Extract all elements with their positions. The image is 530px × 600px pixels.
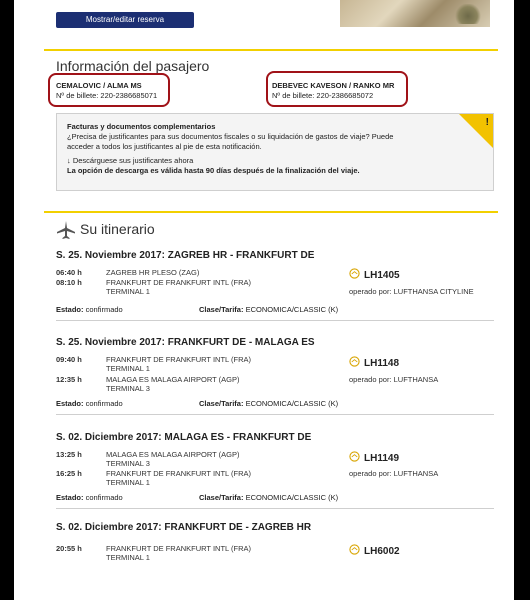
departure-terminal: TERMINAL 1 <box>106 364 150 373</box>
flight-number: LH6002 <box>364 546 400 557</box>
departure-time: 20:55 h <box>56 544 82 553</box>
segment-date-route: S. 25. Noviembre 2017: ZAGREB HR - FRANKFURT DE <box>56 250 315 261</box>
notice-title: Facturas y documentos complementarios <box>67 122 216 131</box>
departure-time: 09:40 h <box>56 355 82 364</box>
departure-place: FRANKFURT DE FRANKFURT INTL (FRA) <box>106 544 252 553</box>
operated-by: operado por: LUFTHANSA <box>349 469 439 478</box>
passenger-name: CEMALOVIC / ALMA MS <box>56 81 142 90</box>
notice-body: ¿Precisa de justificantes para sus documentos fiscales o su liquidación de gastos de viaje? Puede <box>67 132 394 141</box>
section-divider <box>44 211 498 213</box>
arrival-time: 08:10 h <box>56 278 82 287</box>
passenger-info-title: Información del pasajero <box>56 58 210 74</box>
notice-body: acceder a todos los justificantes al pie de esta notificación. <box>67 142 262 151</box>
flight-number: LH1148 <box>364 358 400 369</box>
departure-time: 13:25 h <box>56 450 82 459</box>
ticket-number: Nº de billete: 220-2386685072 <box>272 91 374 100</box>
segment-status: Estado: confirmado <box>56 493 123 502</box>
segment-date-route: S. 02. Diciembre 2017: FRANKFURT DE - ZAGREB HR <box>56 522 312 533</box>
departure-time: 06:40 h <box>56 268 82 277</box>
arrival-place: MALAGA ES MALAGA AIRPORT (AGP) <box>106 375 240 384</box>
lufthansa-crane-icon <box>349 268 360 279</box>
passenger-name: DEBEVEC KAVESON / RANKO MR <box>272 81 395 90</box>
arrival-terminal: TERMINAL 3 <box>106 384 150 393</box>
segment-fare: Clase/Tarifa: ECONOMICA/CLASSIC (K) <box>199 493 339 502</box>
arrival-time: 12:35 h <box>56 375 82 384</box>
lufthansa-crane-icon <box>349 451 360 462</box>
top-strip <box>14 0 514 42</box>
download-validity: La opción de descarga es válida hasta 90 días después de la finalización del viaje. <box>67 166 360 175</box>
highlight-circle <box>48 73 170 107</box>
operated-by: operado por: LUFTHANSA <box>349 375 439 384</box>
info-icon: ! <box>485 117 489 128</box>
highlight-circle <box>266 71 408 107</box>
operated-by: operado por: LUFTHANSA CITYLINE <box>349 287 474 296</box>
arrival-time: 16:25 h <box>56 469 82 478</box>
page <box>14 0 514 600</box>
show-edit-booking-button[interactable]: Mostrar/editar reserva <box>56 12 194 28</box>
departure-place: MALAGA ES MALAGA AIRPORT (AGP) <box>106 450 240 459</box>
arrival-terminal: TERMINAL 1 <box>106 287 150 296</box>
segment-date-route: S. 25. Noviembre 2017: FRANKFURT DE - MALAGA ES <box>56 337 315 348</box>
flight-number: LH1149 <box>364 453 400 464</box>
lufthansa-crane-icon <box>349 356 360 367</box>
destination-photo <box>340 0 490 27</box>
segment-divider <box>56 320 494 321</box>
segment-status: Estado: confirmado <box>56 305 123 314</box>
departure-place: ZAGREB HR PLESO (ZAG) <box>106 268 200 277</box>
segment-fare: Clase/Tarifa: ECONOMICA/CLASSIC (K) <box>199 305 339 314</box>
departure-place: FRANKFURT DE FRANKFURT INTL (FRA) <box>106 355 252 364</box>
segment-divider <box>56 508 494 509</box>
download-link[interactable]: ↓ Descárguese sus justificantes ahora <box>67 156 194 165</box>
itinerary-title: Su itinerario <box>80 221 155 237</box>
lufthansa-crane-icon <box>349 544 360 555</box>
invoices-notice <box>56 113 494 191</box>
departure-terminal: TERMINAL 3 <box>106 459 150 468</box>
segment-status: Estado: confirmado <box>56 399 123 408</box>
download-arrow-icon: ↓ <box>67 156 73 165</box>
segment-divider <box>56 414 494 415</box>
segment-date-route: S. 02. Diciembre 2017: MALAGA ES - FRANKFURT DE <box>56 432 312 443</box>
arrival-terminal: TERMINAL 1 <box>106 478 150 487</box>
airplane-icon <box>56 220 76 240</box>
segment-fare: Clase/Tarifa: ECONOMICA/CLASSIC (K) <box>199 399 339 408</box>
arrival-place: FRANKFURT DE FRANKFURT INTL (FRA) <box>106 278 252 287</box>
ticket-number: Nº de billete: 220-2386685071 <box>56 91 158 100</box>
arrival-place: FRANKFURT DE FRANKFURT INTL (FRA) <box>106 469 252 478</box>
flight-number: LH1405 <box>364 270 400 281</box>
departure-terminal: TERMINAL 1 <box>106 553 150 562</box>
section-divider <box>44 49 498 51</box>
